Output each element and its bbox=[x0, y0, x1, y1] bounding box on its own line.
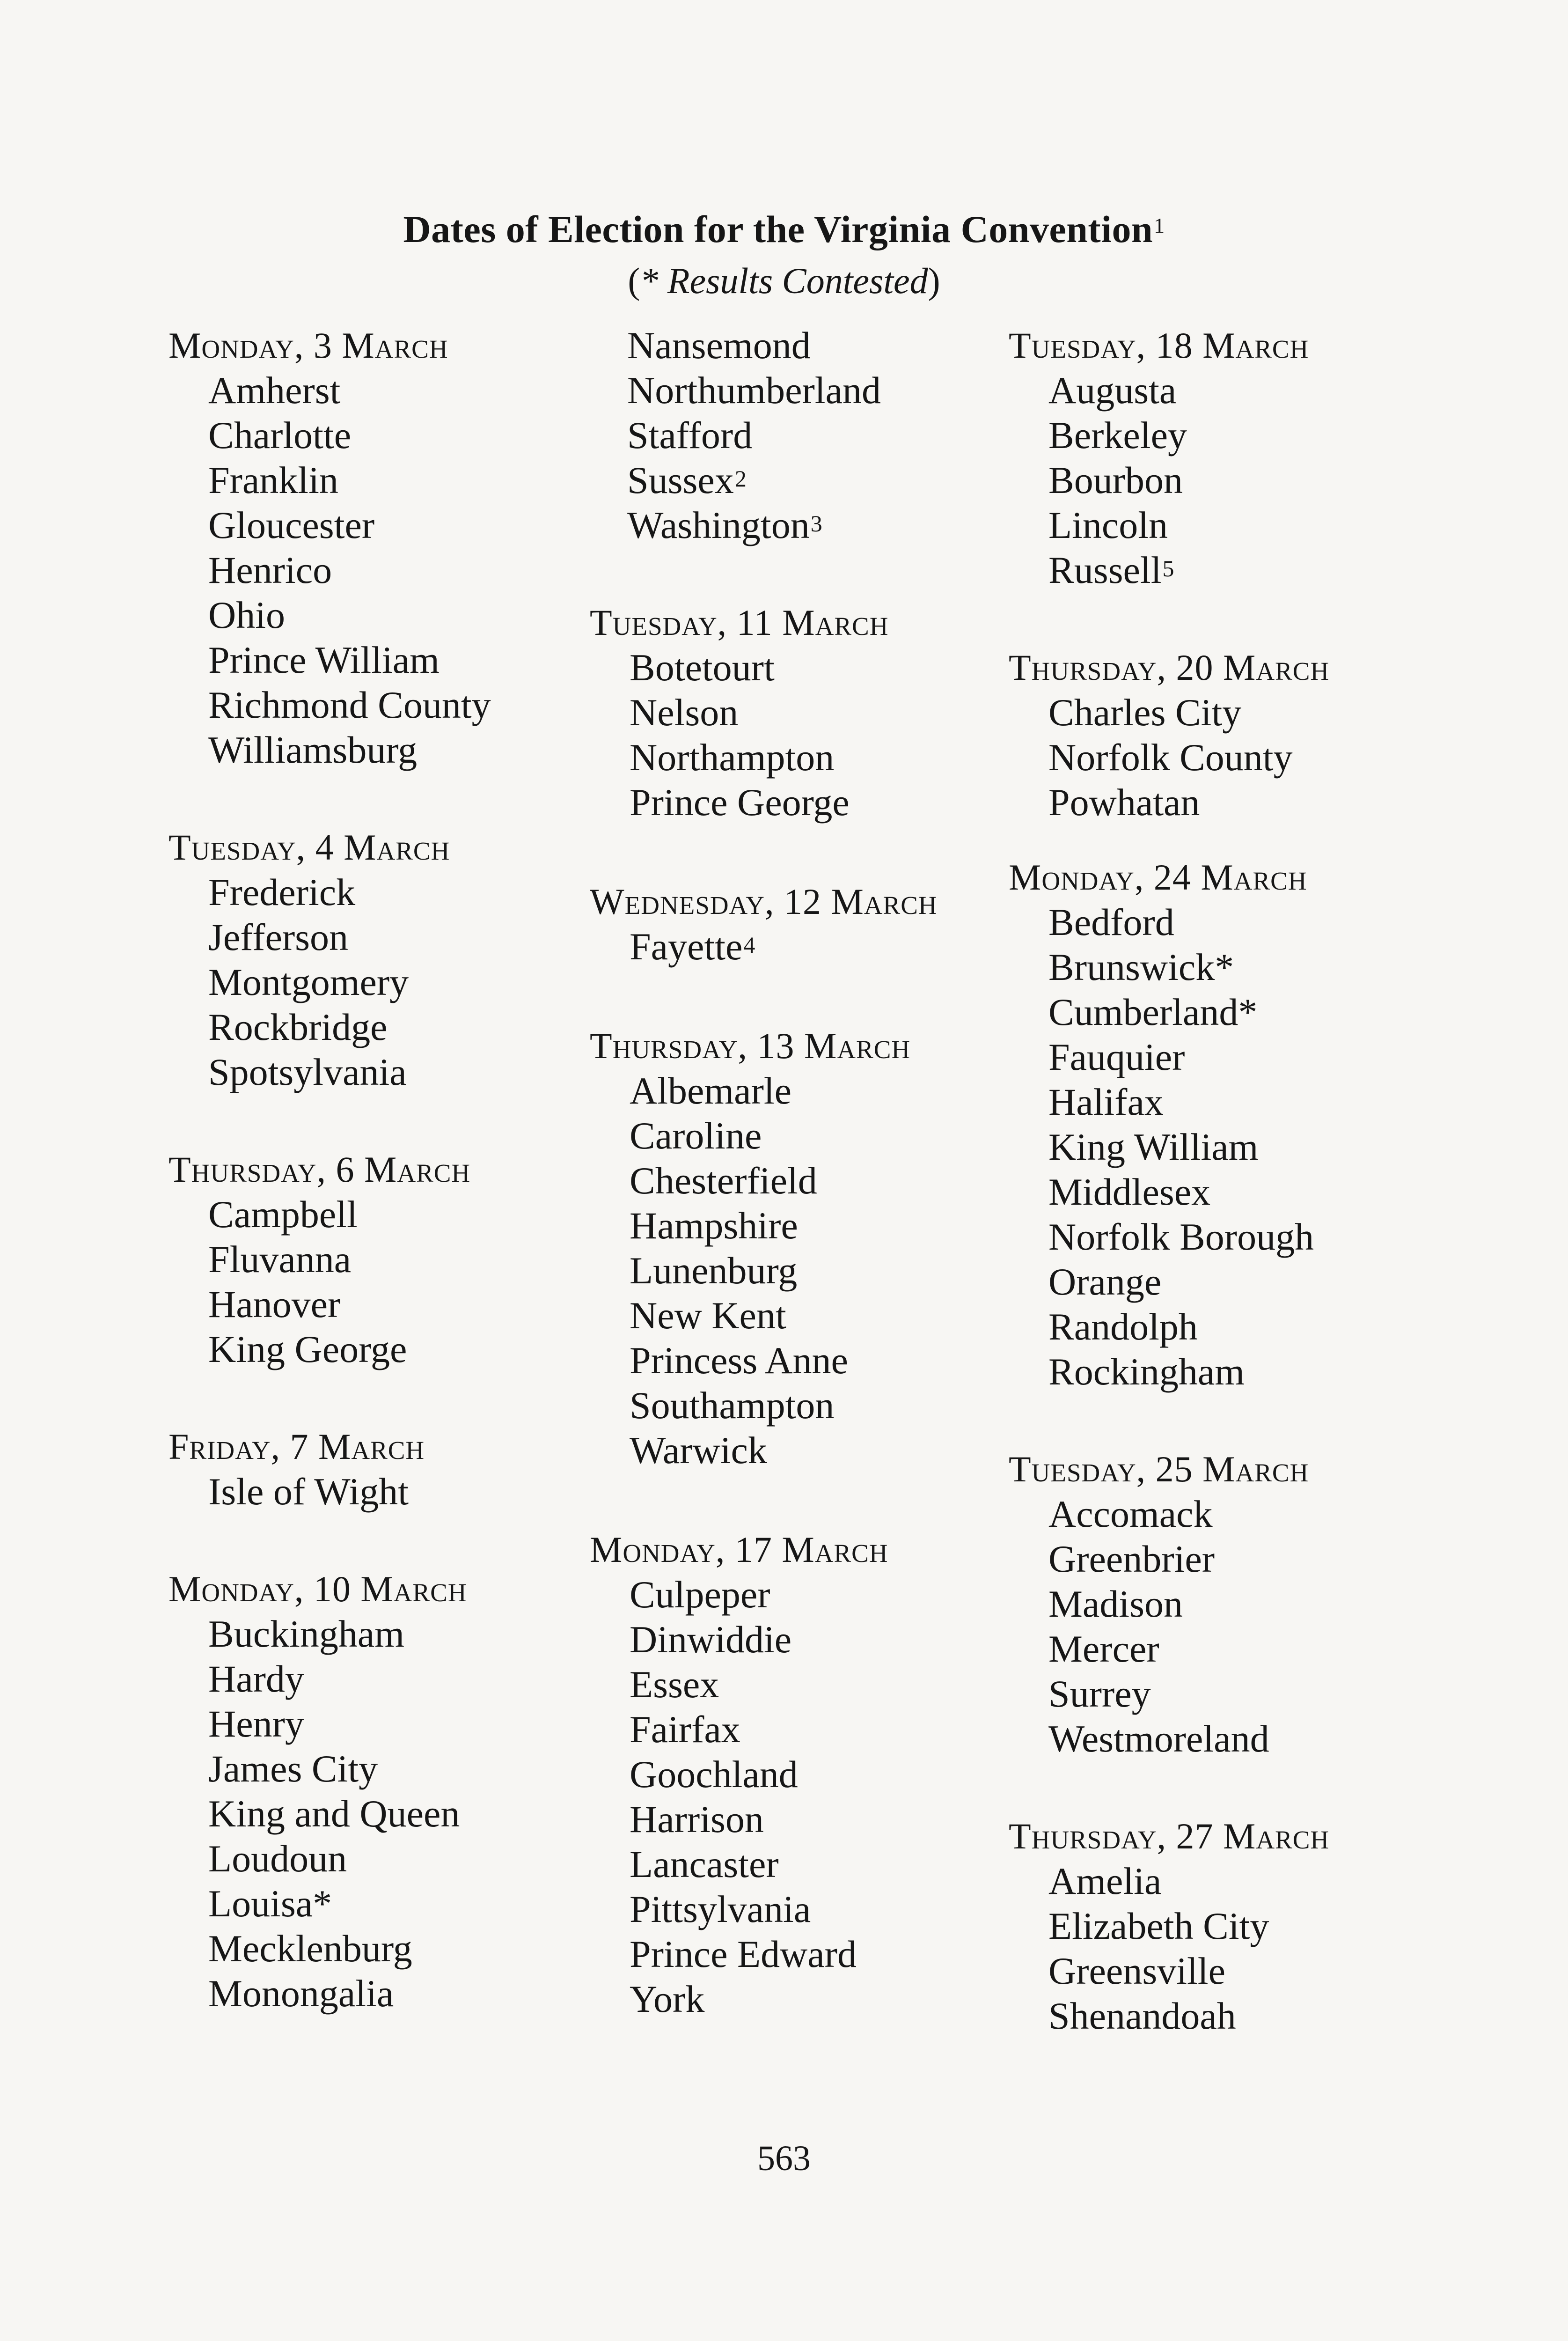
county-item bbox=[169, 413, 491, 458]
county-item bbox=[1009, 780, 1329, 825]
county-item bbox=[590, 1158, 938, 1203]
county-name: Campbell bbox=[208, 1193, 358, 1236]
county-item bbox=[169, 728, 491, 773]
county-item bbox=[590, 1842, 938, 1887]
county-item bbox=[1009, 1125, 1329, 1170]
county-name: Westmoreland bbox=[1048, 1717, 1269, 1760]
county-name: Brunswick* bbox=[1048, 946, 1234, 988]
county-item bbox=[169, 503, 491, 548]
election-date-heading: Tuesday, 4 March bbox=[169, 827, 450, 868]
county-name: Prince George bbox=[630, 781, 850, 824]
county-name: York bbox=[630, 1978, 705, 2020]
county-item bbox=[169, 915, 491, 960]
county-item bbox=[590, 735, 938, 780]
county-item bbox=[1009, 1492, 1329, 1537]
county-name: Lincoln bbox=[1048, 504, 1168, 546]
county-item bbox=[169, 368, 491, 413]
county-name: Norfolk Borough bbox=[1048, 1215, 1314, 1258]
footnote-marker: 4 bbox=[743, 932, 755, 958]
election-date-group bbox=[1009, 645, 1329, 825]
county-item bbox=[590, 1068, 938, 1113]
county-name: Greensville bbox=[1048, 1950, 1225, 1992]
county-item bbox=[590, 1338, 938, 1383]
county-item bbox=[169, 1469, 491, 1514]
county-name: Amelia bbox=[1048, 1860, 1162, 1902]
county-item bbox=[1009, 1080, 1329, 1125]
county-item bbox=[169, 1746, 491, 1791]
county-item bbox=[590, 1662, 938, 1707]
county-name: King William bbox=[1048, 1126, 1259, 1168]
county-name: Fauquier bbox=[1048, 1036, 1185, 1078]
county-name: Culpeper bbox=[630, 1573, 770, 1616]
county-item bbox=[169, 638, 491, 683]
column-1 bbox=[169, 323, 491, 2016]
county-name: Lancaster bbox=[630, 1843, 779, 1885]
county-item bbox=[169, 683, 491, 728]
county-item bbox=[169, 1282, 491, 1327]
election-date-group bbox=[1009, 1814, 1329, 2039]
footnote-marker: 5 bbox=[1162, 555, 1174, 582]
county-name: Stafford bbox=[627, 414, 753, 456]
election-date-heading: Thursday, 20 March bbox=[1009, 647, 1330, 688]
county-name: Monongalia bbox=[208, 1972, 394, 2015]
county-name: Fayette bbox=[630, 925, 743, 968]
county-item bbox=[590, 368, 938, 413]
election-date-heading: Friday, 7 March bbox=[169, 1426, 425, 1467]
county-name: Nansemond bbox=[627, 324, 811, 367]
subtitle-open-paren: ( bbox=[628, 260, 640, 301]
county-name: Shenandoah bbox=[1048, 1995, 1236, 2037]
county-name: Elizabeth City bbox=[1048, 1905, 1269, 1947]
county-name: Mercer bbox=[1048, 1627, 1159, 1670]
county-item bbox=[590, 1977, 938, 2022]
county-item bbox=[169, 1881, 491, 1926]
county-item bbox=[1009, 690, 1329, 735]
county-item bbox=[590, 690, 938, 735]
county-item bbox=[590, 1617, 938, 1662]
county-item bbox=[590, 458, 938, 503]
county-item bbox=[590, 503, 938, 548]
county-name: Prince Edward bbox=[630, 1933, 857, 1975]
county-name: Orange bbox=[1048, 1260, 1162, 1303]
county-item bbox=[169, 1791, 491, 1836]
page-number: 563 bbox=[757, 2139, 811, 2178]
election-date-heading: Monday, 17 March bbox=[590, 1529, 888, 1570]
election-date-heading: Monday, 10 March bbox=[169, 1568, 467, 1609]
county-item bbox=[1009, 1170, 1329, 1215]
county-name: New Kent bbox=[630, 1294, 786, 1337]
election-date-group bbox=[590, 879, 938, 969]
county-item bbox=[1009, 503, 1329, 548]
county-name: Fluvanna bbox=[208, 1238, 352, 1281]
county-item bbox=[590, 1203, 938, 1248]
county-name: Essex bbox=[630, 1663, 719, 1706]
election-date-heading: Monday, 24 March bbox=[1009, 857, 1307, 898]
county-item bbox=[590, 1932, 938, 1977]
county-item bbox=[169, 960, 491, 1005]
county-name: Bourbon bbox=[1048, 459, 1183, 501]
county-item bbox=[590, 1797, 938, 1842]
county-name: Cumberland* bbox=[1048, 991, 1258, 1033]
page-title bbox=[0, 206, 1568, 253]
county-name: Powhatan bbox=[1048, 781, 1200, 824]
county-item bbox=[1009, 1994, 1329, 2039]
election-date-heading: Monday, 3 March bbox=[169, 325, 448, 366]
election-date-group bbox=[1009, 855, 1329, 1394]
county-name: Buckingham bbox=[208, 1612, 405, 1655]
footnote-marker: 2 bbox=[734, 465, 747, 492]
election-date-heading: Thursday, 27 March bbox=[1009, 1816, 1330, 1856]
county-name: James City bbox=[208, 1747, 378, 1790]
county-name: Lunenburg bbox=[630, 1249, 798, 1292]
county-name: Prince William bbox=[208, 639, 440, 681]
county-item bbox=[1009, 458, 1329, 503]
county-name: Chesterfield bbox=[630, 1159, 817, 1202]
county-name: Gloucester bbox=[208, 504, 375, 546]
county-item bbox=[169, 1005, 491, 1050]
county-item bbox=[1009, 735, 1329, 780]
county-name: Charles City bbox=[1048, 691, 1242, 734]
county-item bbox=[1009, 1035, 1329, 1080]
county-item bbox=[169, 1327, 491, 1372]
county-item bbox=[169, 548, 491, 593]
county-item bbox=[169, 1050, 491, 1095]
county-item bbox=[1009, 548, 1329, 593]
election-date-group bbox=[169, 1424, 491, 1514]
county-name: Rockbridge bbox=[208, 1006, 388, 1048]
county-name: Madison bbox=[1048, 1583, 1183, 1625]
county-name: Montgomery bbox=[208, 961, 409, 1003]
county-item bbox=[1009, 1215, 1329, 1259]
county-item bbox=[590, 780, 938, 825]
county-name: Warwick bbox=[630, 1429, 767, 1472]
county-name: Richmond County bbox=[208, 684, 491, 726]
election-date-group bbox=[590, 600, 938, 825]
county-item bbox=[1009, 900, 1329, 945]
county-item bbox=[1009, 1304, 1329, 1349]
election-date-group bbox=[590, 1023, 938, 1473]
county-item bbox=[169, 1237, 491, 1282]
election-date-group bbox=[590, 1527, 938, 2022]
election-date-group bbox=[169, 323, 491, 773]
county-name: Greenbrier bbox=[1048, 1538, 1215, 1580]
county-name: Franklin bbox=[208, 459, 338, 501]
county-item bbox=[1009, 945, 1329, 990]
subtitle-close-paren: ) bbox=[928, 260, 940, 301]
county-item bbox=[1009, 1949, 1329, 1994]
county-name: Charlotte bbox=[208, 414, 352, 456]
county-item bbox=[169, 1926, 491, 1971]
column-2 bbox=[590, 323, 938, 2022]
election-date-heading: Tuesday, 11 March bbox=[590, 602, 889, 643]
county-name: Northumberland bbox=[627, 369, 881, 412]
title-text: Dates of Election for the Virginia Convention bbox=[403, 208, 1153, 250]
county-name: Russell bbox=[1048, 549, 1162, 591]
county-item bbox=[1009, 1904, 1329, 1949]
election-date-group bbox=[1009, 1447, 1329, 1761]
county-item bbox=[590, 1707, 938, 1752]
county-item bbox=[169, 458, 491, 503]
county-item bbox=[169, 1612, 491, 1656]
county-item bbox=[590, 1113, 938, 1158]
county-item bbox=[590, 1248, 938, 1293]
county-item bbox=[1009, 1671, 1329, 1716]
county-item bbox=[169, 1701, 491, 1746]
title-footnote-marker: 1 bbox=[1154, 213, 1165, 237]
county-name: Amherst bbox=[208, 369, 341, 412]
county-name: Caroline bbox=[630, 1114, 762, 1157]
county-name: Accomack bbox=[1048, 1493, 1213, 1535]
county-item bbox=[1009, 1859, 1329, 1904]
county-name: Southampton bbox=[630, 1384, 835, 1427]
county-name: Albemarle bbox=[630, 1069, 792, 1112]
county-item bbox=[1009, 1349, 1329, 1394]
county-item bbox=[590, 413, 938, 458]
county-name: Loudoun bbox=[208, 1837, 347, 1880]
county-name: Henry bbox=[208, 1702, 304, 1745]
county-name: King George bbox=[208, 1328, 407, 1370]
subtitle-text: * Results Contested bbox=[640, 260, 928, 301]
county-item bbox=[169, 1971, 491, 2016]
county-name: Ohio bbox=[208, 594, 285, 636]
county-item bbox=[1009, 1627, 1329, 1671]
county-name: Nelson bbox=[630, 691, 739, 734]
county-name: Isle of Wight bbox=[208, 1470, 409, 1513]
county-name: Randolph bbox=[1048, 1305, 1198, 1348]
county-item bbox=[590, 323, 938, 368]
election-date-heading: Thursday, 13 March bbox=[590, 1025, 911, 1066]
county-name: Middlesex bbox=[1048, 1170, 1211, 1213]
county-name: Harrison bbox=[630, 1798, 764, 1840]
county-item bbox=[169, 1192, 491, 1237]
county-item bbox=[590, 1887, 938, 1932]
county-name: Henrico bbox=[208, 549, 332, 591]
county-name: Botetourt bbox=[630, 646, 775, 689]
county-item bbox=[590, 1752, 938, 1797]
county-item bbox=[1009, 1537, 1329, 1582]
column-3 bbox=[1009, 323, 1329, 2039]
election-date-group bbox=[169, 1567, 491, 2016]
county-name: Bedford bbox=[1048, 901, 1174, 943]
county-item bbox=[590, 1572, 938, 1617]
county-item bbox=[169, 1656, 491, 1701]
election-date-group bbox=[590, 323, 938, 548]
county-name: Pittsylvania bbox=[630, 1888, 811, 1930]
county-name: Sussex bbox=[627, 459, 734, 501]
county-name: Fairfax bbox=[630, 1708, 740, 1751]
county-name: Hanover bbox=[208, 1283, 341, 1325]
county-name: Northampton bbox=[630, 736, 835, 779]
page-subtitle bbox=[0, 258, 1568, 304]
county-name: Frederick bbox=[208, 871, 356, 913]
county-name: Goochland bbox=[630, 1753, 798, 1796]
county-item bbox=[1009, 368, 1329, 413]
county-item bbox=[590, 1428, 938, 1473]
county-item bbox=[1009, 413, 1329, 458]
county-name: Augusta bbox=[1048, 369, 1177, 412]
county-name: Hampshire bbox=[630, 1204, 798, 1247]
county-item bbox=[590, 1293, 938, 1338]
election-date-heading: Tuesday, 18 March bbox=[1009, 325, 1309, 366]
county-item bbox=[1009, 1716, 1329, 1761]
county-name: Princess Anne bbox=[630, 1339, 848, 1382]
county-item bbox=[1009, 1582, 1329, 1627]
county-name: Hardy bbox=[208, 1657, 304, 1700]
election-date-group bbox=[169, 825, 491, 1095]
county-name: Washington bbox=[627, 504, 810, 546]
county-name: Dinwiddie bbox=[630, 1618, 792, 1661]
county-name: Williamsburg bbox=[208, 729, 418, 771]
county-item bbox=[590, 645, 938, 690]
county-name: Surrey bbox=[1048, 1672, 1151, 1715]
county-name: Jefferson bbox=[208, 916, 349, 958]
county-name: Mecklenburg bbox=[208, 1927, 412, 1970]
election-date-group bbox=[169, 1147, 491, 1372]
footnote-marker: 3 bbox=[810, 510, 822, 537]
county-item bbox=[169, 870, 491, 915]
county-name: Berkeley bbox=[1048, 414, 1187, 456]
county-name: Spotsylvania bbox=[208, 1051, 407, 1093]
election-date-heading: Tuesday, 25 March bbox=[1009, 1449, 1309, 1489]
county-name: Norfolk County bbox=[1048, 736, 1293, 779]
county-item bbox=[590, 1383, 938, 1428]
county-name: King and Queen bbox=[208, 1792, 460, 1835]
election-date-group bbox=[1009, 323, 1329, 593]
county-item bbox=[590, 924, 938, 969]
county-item bbox=[1009, 990, 1329, 1035]
county-item bbox=[169, 593, 491, 638]
county-item bbox=[1009, 1259, 1329, 1304]
election-date-heading: Thursday, 6 March bbox=[169, 1149, 471, 1190]
election-date-heading: Wednesday, 12 March bbox=[590, 881, 938, 922]
county-name: Halifax bbox=[1048, 1081, 1164, 1123]
county-item bbox=[169, 1836, 491, 1881]
county-name: Rockingham bbox=[1048, 1350, 1245, 1393]
county-name: Louisa* bbox=[208, 1882, 332, 1925]
